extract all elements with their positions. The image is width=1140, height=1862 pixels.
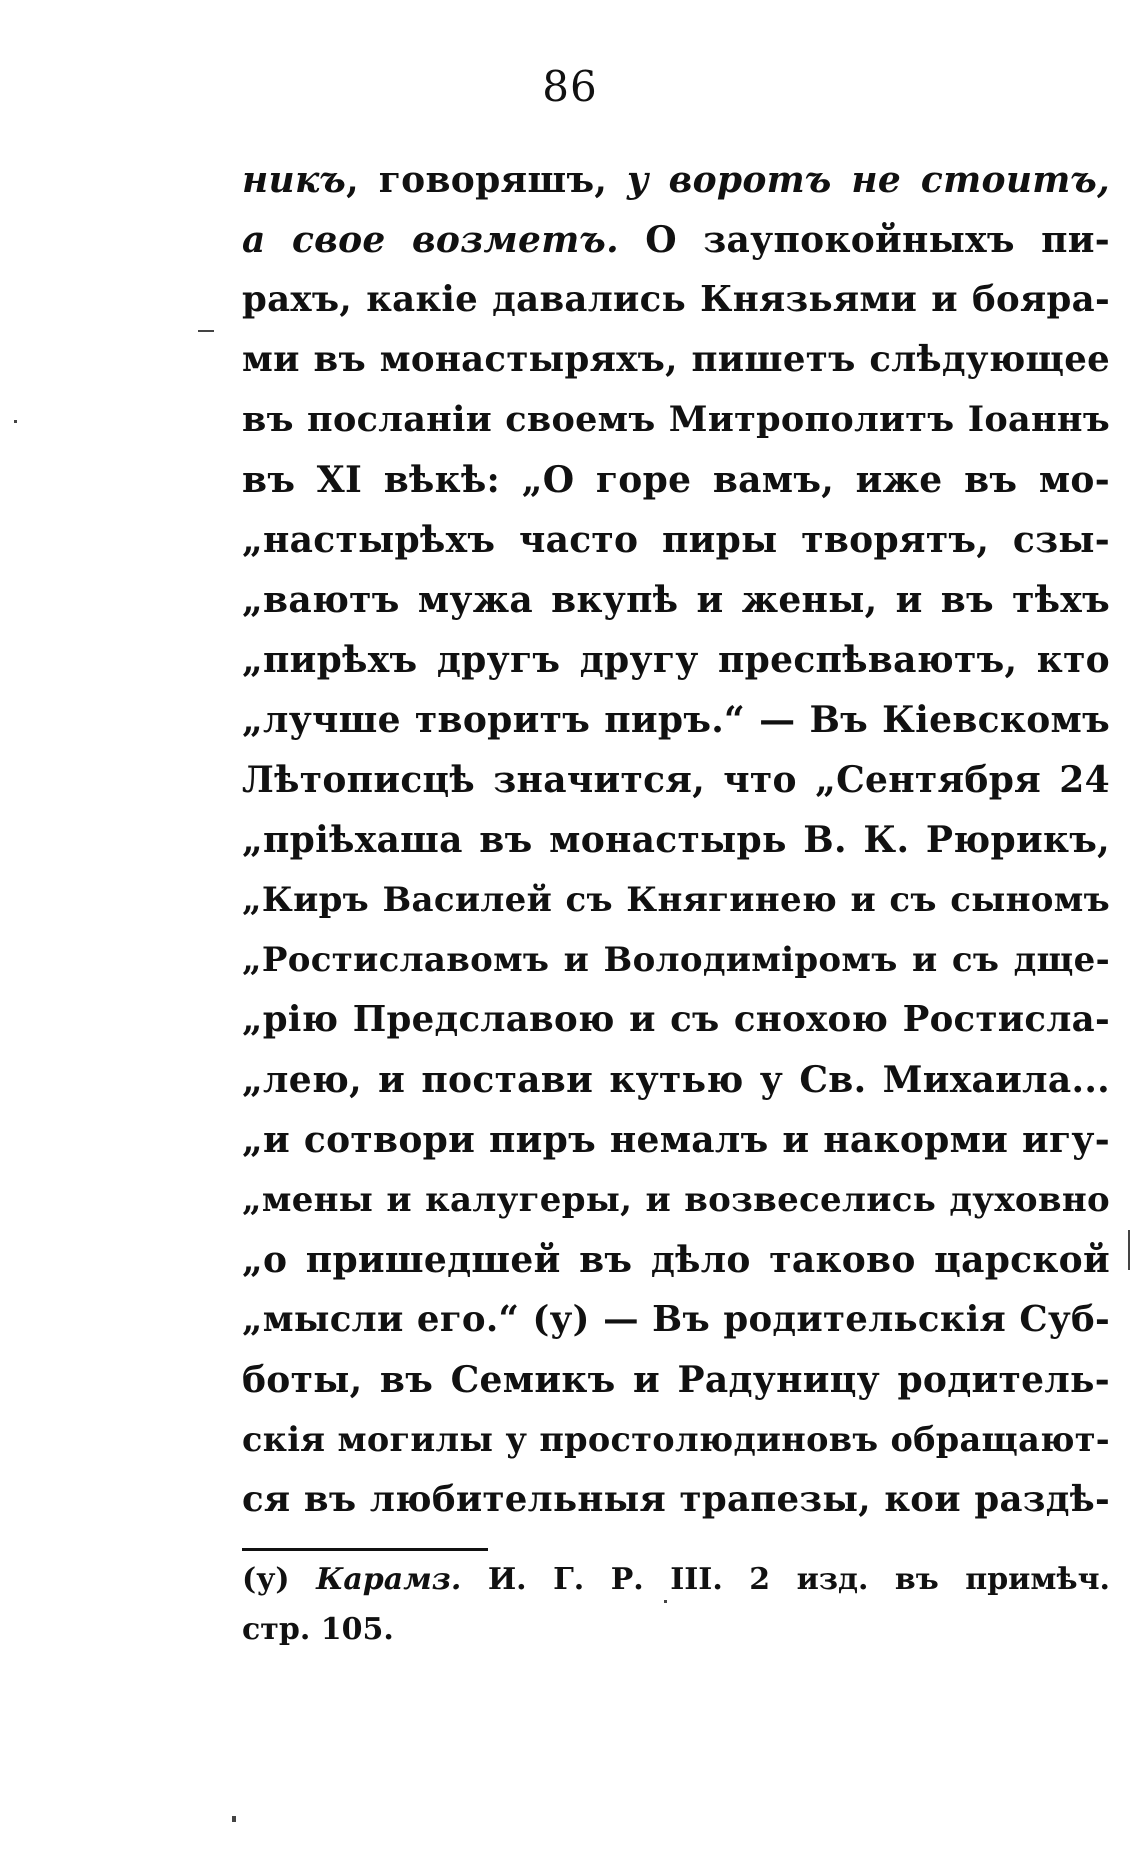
text-segment: „мысли его.“ (у) — Въ родительскія Суб- (242, 1299, 1110, 1340)
text-segment: , говоряшъ, (346, 159, 627, 201)
text-segment: „рію Предславою и съ снохою Ростисла- (242, 999, 1110, 1040)
margin-speck (198, 330, 214, 332)
text-line (242, 1410, 1110, 1470)
text-line (242, 150, 1110, 210)
text-line (242, 690, 1110, 750)
footnote-line: стр. 105. (242, 1612, 394, 1647)
text-segment: Лѣтописцѣ значится, что „Сентября 24 (242, 759, 1110, 801)
body-text (242, 150, 1110, 1530)
footnotes (242, 1555, 1110, 1655)
text-line (242, 450, 1110, 510)
margin-speck (232, 1816, 236, 1822)
text-line (242, 870, 1110, 930)
page-number: 86 (542, 62, 598, 111)
text-line (242, 810, 1110, 870)
text-segment: „о пришедшей въ дѣло таково царской (242, 1239, 1110, 1281)
text-segment: „настырѣхъ часто пиры творятъ, сзы- (242, 519, 1110, 561)
text-segment: „пирѣхъ другъ другу преспѣваютъ, кто (242, 639, 1110, 681)
text-segment: О заупокойныхъ пи- (618, 219, 1110, 261)
text-line (242, 270, 1110, 330)
text-line (242, 630, 1110, 690)
text-segment: „лучше творитъ пиръ.“ — Въ Кіевскомъ (242, 699, 1110, 741)
text-line (242, 330, 1110, 390)
text-line (242, 990, 1110, 1050)
text-segment: (у) (242, 1562, 317, 1597)
margin-speck (1128, 1230, 1130, 1270)
text-segment: И. Г. Р. III. 2 изд. въ примѣч. (461, 1562, 1110, 1597)
text-segment: „пріѣхаша въ монастырь В. К. Рюрикъ, (242, 819, 1110, 861)
footnote-rule (242, 1548, 488, 1551)
text-segment: ми въ монастыряхъ, пишетъ слѣдующее (242, 339, 1110, 380)
text-line (242, 750, 1110, 810)
italic-text: Карамз. (316, 1562, 462, 1597)
text-segment: въ посланіи своемъ Митрополитъ Іоаннъ (242, 399, 1110, 440)
text-line (242, 1110, 1110, 1170)
text-line (242, 1050, 1110, 1110)
text-segment: скія могилы у простолюдиновъ обращают- (242, 1420, 1110, 1459)
margin-speck (664, 1600, 667, 1603)
text-line (242, 1350, 1110, 1410)
italic-text: у воротъ не стоитъ, (627, 159, 1110, 201)
text-segment: „мены и калугеры, и возвеселись духовно (242, 1180, 1110, 1220)
text-line (242, 1230, 1110, 1290)
text-line (242, 510, 1110, 570)
text-line (242, 1170, 1110, 1230)
text-line (242, 930, 1110, 990)
text-line (242, 1470, 1110, 1530)
italic-text: а свое возметъ. (242, 219, 619, 261)
text-line (242, 1290, 1110, 1350)
margin-speck (14, 420, 17, 423)
text-segment: боты, въ Семикъ и Радуницу родитель- (242, 1359, 1110, 1401)
text-segment: рахъ, какіе давались Князьями и бояра- (242, 279, 1110, 320)
text-segment: „и сотвори пиръ немалъ и накорми игу- (242, 1119, 1110, 1161)
text-segment: „лею, и постави кутью у Св. Михаила... (242, 1059, 1110, 1101)
text-line (242, 390, 1110, 450)
footnote-line (242, 1555, 1110, 1605)
text-segment: ся въ любительныя трапезы, кои раздѣ- (242, 1479, 1110, 1520)
text-line (242, 570, 1110, 630)
text-segment: „ваютъ мужа вкупѣ и жены, и въ тѣхъ (242, 579, 1110, 621)
text-segment: „Киръ Василей съ Княгинею и съ сыномъ (242, 880, 1110, 920)
text-line (242, 210, 1110, 270)
italic-text: никъ (242, 159, 347, 201)
text-segment: „Ростиславомъ и Володиміромъ и съ дще- (242, 940, 1110, 980)
text-segment: въ XI вѣкѣ: „О горе вамъ, иже въ мо- (242, 459, 1110, 501)
